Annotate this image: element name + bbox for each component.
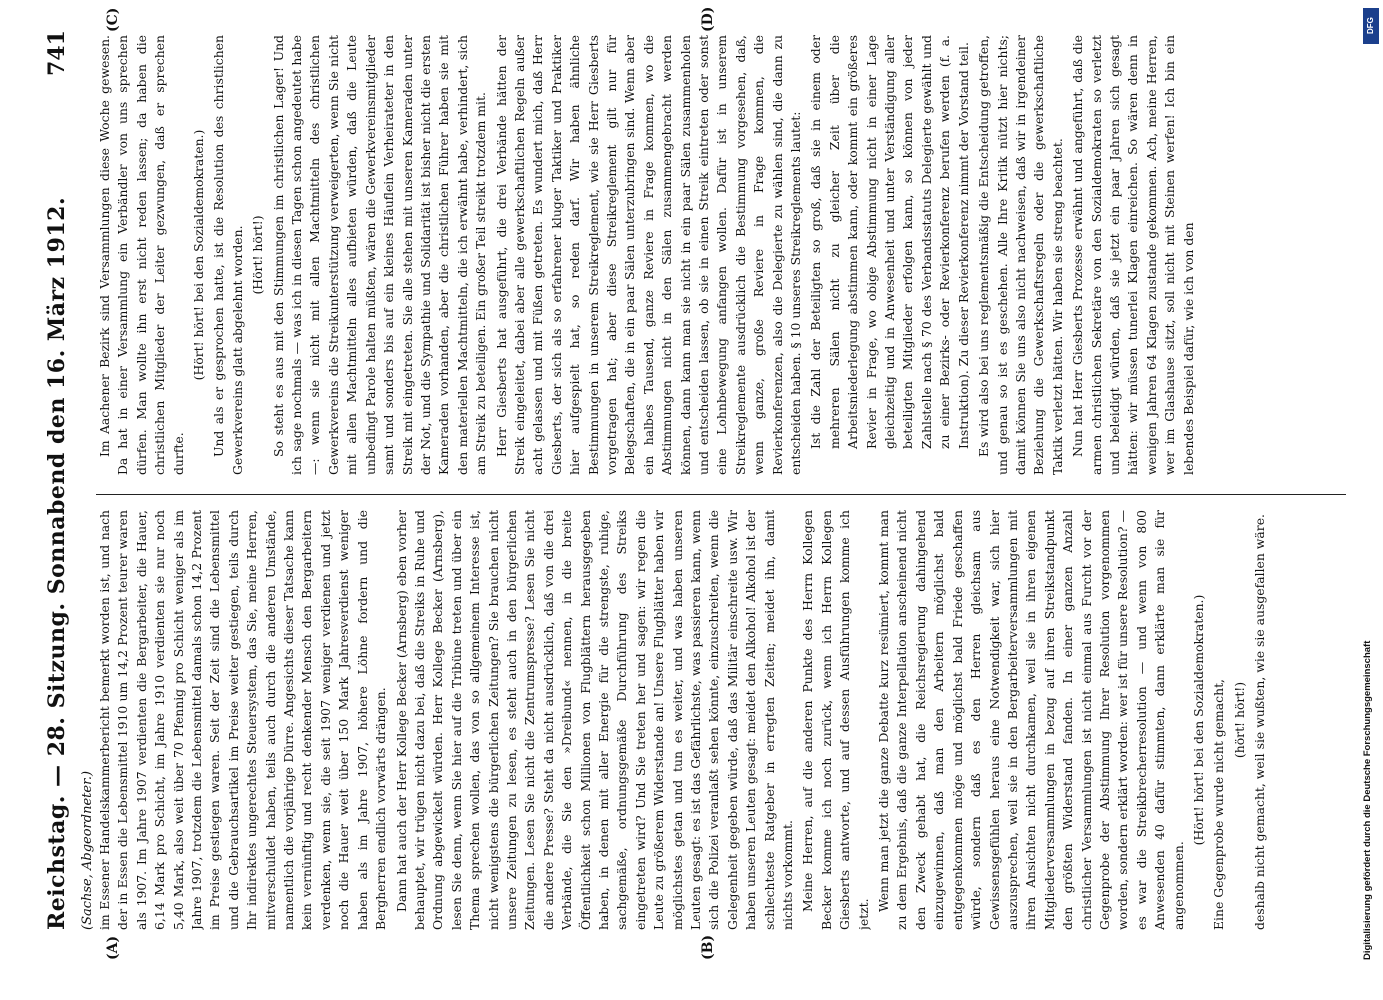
margin-marker-c: (C) <box>105 7 121 32</box>
paragraph: So steht es aus mit den Stimmungen im christlichen Lager! Und ich sage nochmals — was ich in diesen Tagen schon angedeutet habe —: wenn sie nicht mit allen Machtmitteln des christlichen Gewerkvereins die Streikunterstützung verweigerten, wenn Sie nicht mit allen Machtmitteln alles aufbieten würden, daß die Leute unbedingt Parole halten müßten, wären die Gewerkvereinsmitglieder samt und sonders bis auf ein kleines Häuflein Verheirateter in den Streik mit eingetreten. Sie alle stehen mit unseren Kameraden unter der Not, und die Sympathie und Solidarität ist bisher nicht die ersten Kameraden vorhanden, aber die christlichen Führer haben sie mit den materiellen Machtmitteln, die ich erwähnt habe, verhindert, sich am Streik zu beteiligen. Ein großer Teil streikt trotzdem mit. <box>270 35 489 475</box>
paragraph: Im Aachener Bezirk sind Versammlungen diese Woche gewesen. Da hat in einer Versammlung ein Verbändler von uns sprechen dürfen. Man wollte ihn erst nicht reden lassen; da haben die christlichen Mitglieder der Leiter gezwungen, daß er sprechen durfte. <box>97 35 186 475</box>
digitization-credit: Digitalisierung gefördert durch die Deutsche Forschungsgemeinschaft <box>1362 640 1373 960</box>
left-text-column <box>96 510 1346 930</box>
interjection: (Hört! hört! bei den Sozialdemokraten.) <box>1190 594 1206 846</box>
right-text-column <box>96 35 1346 475</box>
left-column-head: (Sachse, Abgeordneter.) <box>80 770 95 930</box>
interjection: (Hört! hört! bei den Sozialdemokraten.) <box>191 129 207 381</box>
paragraph: Wenn man jetzt die ganze Debatte kurz resümiert, kommt man zu dem Ergebnis, daß die ganze Interpellation anscheinend nicht den Zweck gehabt hat, die Reichsregierung dahingehend einzugewinnen, daß man den Arbeitern möglichst bald entgegenkommen möge und möglichst bald Friede geschaffen würde, sondern daß es den Herren gleichsam aus Gewissensgefühlen heraus eine Notwendigkeit war, sich hier auszusprechen, weil sie in den Bergarbeiterversammlungen mit ihren Ansichten nicht durchkamen, weil sie in ihren eigenen Mitgliederversammlungen in bezug auf ihren Streikstandpunkt den größten Widerstand fanden. In einer ganzen Anzahl christlicher Versammlungen ist nicht einmal aus Furcht vor der Gegenprobe der Abstimmung Ihrer Resolution vorgenommen worden, sondern erklärt worden: wer ist für unsere Resolution? — es war die Streikbrecherresolution — und wenn von 800 Anwesenden 40 dafür stimmten, dann erklärte man sie für angenommen. <box>876 510 1186 930</box>
interjection: (hört! hört!) <box>1231 681 1247 759</box>
margin-marker-d: (D) <box>700 6 716 32</box>
header-title: Reichstag. — 28. Sitzung. Sonnabend den 16. März 1912. <box>44 196 70 930</box>
paragraph: Eine Gegenprobe wurde nicht gemacht, <box>1211 679 1227 930</box>
paragraph: deshalb nicht gemacht, weil sie wußten, wie sie ausgefallen wäre. <box>1252 514 1268 930</box>
margin-marker-b: (B) <box>700 934 716 960</box>
paragraph: Meine Herren, auf die anderen Punkte des Herrn Kollegen Becker komme ich noch zurück, wenn ich Herrn Kollegen Giesberts antworte, und auf dessen Ausführungen komme ich jetzt. <box>800 510 871 930</box>
paragraph: im Essener Handelskammerbericht bemerkt worden ist, und nach der in Essen die Lebensmittel 1910 um 14,2 Prozent teurer waren als 1907. Im Jahre 1907 verdienten die Bergarbeiter, die Hauer, 6,14 Mark pro Schicht, im Jahre 1910 verdienten sie nur noch 5,40 Mark, also weit über 70 Pfennig pro Schicht weniger als im Jahre 1907, trotzdem die Lebensmittel damals schon 14,2 Prozent im Preise gestiegen waren. Seit der Zeit sind die Lebensmittel und die Gebrauchsartikel im Preise weiter gestiegen, teils durch Ihr indirektes ungerechtes Steuersystem, das Sie, meine Herren, mitverschuldet haben, teils auch durch die anderen Umstände, namentlich die vorjährige Dürre. Angesichts dieser Tatsache kann kein vernünftig und recht denkender Mensch den Bergarbeitern verdenken, wenn sie, die seit 1907 weniger verdienen und jetzt noch die Hauer weit über 150 Mark Jahresverdienst weniger haben als im Jahre 1907, höhere Löhne fordern und die Bergherren endlich vorwärts drängen. <box>97 510 389 930</box>
page-header <box>36 30 80 930</box>
paragraph: Nun hat Herr Giesberts Prozesse erwähnt und angeführt, daß die armen christlichen Sekretäre von den Sozialdemokraten so verletzt und beleidigt würden, daß sie jetzt ein paar Jahren sich gesagt hätten: wir müssen tunerlei Klagen einreichen. So wären denn in wenigen Jahren 64 Klagen zustande gekommen. Ach, meine Herren, wer im Glashause sitzt, soll nicht mit Steinen werfen! Ich bin ein lebendes Beispiel dafür, wie ich von den <box>1070 35 1196 475</box>
interjection: (Hört! hört!) <box>250 215 266 295</box>
page-number: 741 <box>44 30 70 76</box>
paragraph: Herr Giesberts hat ausgeführt, die drei Verbände hätten der Streik eingeleitet, dabei aber alle gewerkschaftlichen Regeln außer acht gelassen und mit Füßen getreten. Es wundert mich, daß Herr Giesberts, der sich als so erfahrener kluger Taktiker und Praktiker hier aufgespielt hat, so reden darf. Wir haben ähnliche Bestimmungen in unserem Streikreglement, wie sie Herr Giesberts vorgetragen hat; aber diese Streikreglement gilt nur für Belegschaften, die in ein paar Sälen unterzubringen sind. Wenn aber ein halbes Tausend, ganze Reviere in Frage kommen, wo die Abstimmungen nicht in den Sälen zusammengebracht werden können, dann kann man sie nicht in ein paar Sälen zusammenholen und entscheiden lassen, ob sie in einen Streik eintreten oder sonst eine Lohnbewegung anfangen wollen. Dafür ist in unserem Streikreglemente ausdrücklich die Bestimmung vorgesehen, daß, wenn ganze, große Reviere in Frage kommen, die Revierkonferenzen, also die Delegierte zu wählen sind, die dann zu entscheiden haben. § 10 unseres Streikreglements lautet: <box>493 35 804 475</box>
paragraph: Es wird also bei uns reglementsmäßig die Entscheidung getroffen, und genau so ist es geschehen. Alle Ihre Kritik nützt hier nichts; damit können Sie uns also nicht nachweisen, daß wir in irgendeiner Beziehung die Gewerkschaftsregeln oder die gewerkschaftliche Taktik verletzt hätten. Wir haben sie streng beachtet. <box>976 35 1065 475</box>
paragraph: Dann hat auch der Herr Kollege Becker (Arnsberg) eben vorher behauptet, wir trügen nicht dazu bei, daß die Streiks in Ruhe und Ordnung abgewickelt würden. Herr Kollege Becker (Arnsberg), lesen Sie denn, wenn Sie hier auf die Tribüne treten und über ein Thema sprechen wollen, das von so allgemeinem Interesse ist, nicht wenigstens die bürgerlichen Zeitungen? Sie brauchen nicht unsere Zeitungen zu lesen, es steht auch in den bürgerlichen Zeitungen. Lesen Sie nicht die Zentrumspresse? Lesen Sie nicht die andere Presse? Steht da nicht ausdrücklich, daß von die drei Verbände, die Sie den »Dreibund« nennen, in die breite Öffentlichkeit schon Millionen von Flugblättern herausgegeben haben, in denen mit aller Energie für die strengste, ruhige, sachgemäße, ordnungsgemäße Durchführung des Streiks eingetreten wird? Und Sie treten her und sagen: wir regen die Leute zu größerem Widerstande an! Unsere Flugblätter haben wir möglichstes getan und tun es weiter, und was haben unseren Leuten gesagt: es ist das Gefährlichste, was passieren kann, wenn sich die Polizei veranlaßt sehen könnte, einzuschreiten, wenn die Gelegenheit gegeben würde, daß das Militär einschreite usw. Wir haben unseren Leuten gesagt: meidet den Alkohol! Alkohol ist der schlechteste Ratgeber in erregten Zeiten; meidet ihn, damit nichts vorkommt. <box>393 510 796 930</box>
quoted-regulation: Ist die Zahl der Beteiligten so groß, daß sie in einem oder mehreren Sälen nicht zu gleicher Zeit über die Arbeitsniederlegung abstimmen kann, oder kommt ein größeres Revier in Frage, wo obige Abstimmung nicht in einer Lage gleichzeitig und in Anwesenheit und unter Verständigung aller beteiligten Mitglieder erfolgen kann, so können von jeder Zahlstelle nach § 70 des Verbandsstatuts Delegierte gewählt und zu einer Bezirks- oder Revierkonferenz berufen werden (f. a. Instruktion). Zu dieser Revierkonferenz nimmt der Vorstand teil. <box>808 35 971 449</box>
dfg-logo: DFG <box>1363 8 1379 44</box>
paragraph: Und als er gesprochen hatte, ist die Resolution des christlichen Gewerkvereins glatt abgelehnt worden. <box>211 35 245 475</box>
margin-marker-a: (A) <box>105 935 121 960</box>
column-divider <box>96 494 1346 495</box>
